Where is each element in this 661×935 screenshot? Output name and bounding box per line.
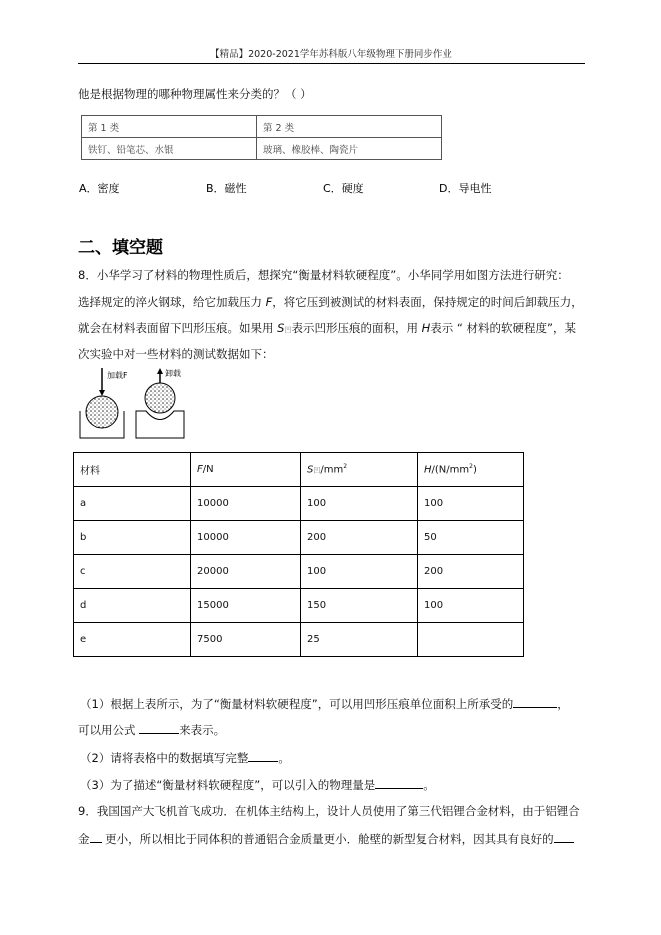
variable-s: S (277, 321, 285, 335)
cell-material: b (74, 521, 191, 555)
cell-material: d (74, 589, 191, 623)
table-row (74, 487, 524, 521)
answer-blank[interactable] (375, 776, 423, 789)
steel-ball-left (86, 396, 118, 428)
option-label: B． (206, 182, 225, 195)
text-span: 。 (278, 751, 290, 765)
option-text: 磁性 (224, 182, 247, 195)
section-title: 二、填空题 (78, 238, 163, 258)
table-row (82, 138, 442, 160)
table-row (74, 555, 524, 589)
cell-force: 10000 (191, 487, 301, 521)
text-span: 选择规定的淬火钢球，给它加载压力 (78, 295, 266, 309)
table-header-cell: 第 2 类 (257, 116, 442, 138)
table-header-cell: 第 1 类 (82, 116, 257, 138)
cell-hardness-blank[interactable] (418, 623, 524, 657)
answer-blank[interactable] (248, 749, 278, 762)
cell-hardness: 100 (418, 487, 524, 521)
cell-hardness: 200 (418, 555, 524, 589)
text-span: （3）为了描述“衡量材料软硬程度”，可以引入的物理量是 (80, 778, 376, 792)
option-text: 硬度 (341, 182, 364, 195)
option-label: D． (439, 182, 459, 195)
option-label: A． (79, 182, 98, 195)
material-data-table (73, 452, 524, 657)
text-span: 表示 “ 材料的软硬程度”，某 (430, 321, 577, 335)
text-span: （2）请将表格中的数据填写完整 (80, 751, 249, 765)
text-span: 。 (423, 778, 435, 792)
cell-hardness: 50 (418, 521, 524, 555)
unit: /mm (320, 464, 344, 476)
answer-blank[interactable] (139, 721, 179, 734)
cell-force: 10000 (191, 521, 301, 555)
table-cell: 铁钉、铅笔芯、水银 (82, 138, 257, 160)
cell-area: 150 (301, 589, 418, 623)
question-8-line-2 (78, 294, 583, 310)
text-span: 金 (78, 832, 90, 846)
header-divider (78, 63, 585, 64)
cell-material: a (74, 487, 191, 521)
option-c[interactable] (323, 180, 364, 196)
question-8-line-3 (78, 320, 576, 336)
answer-blank[interactable] (90, 830, 102, 843)
question-9-line-2 (78, 830, 574, 847)
question-8-sub-1-line-2 (78, 721, 225, 738)
cell-force: 7500 (191, 623, 301, 657)
question-8-sub-1-line-1 (80, 695, 569, 712)
indentation-figure (78, 366, 208, 441)
question-9-line-1: 9．我国国产大飞机首飞成功．在机体主结构上，设计人员使用了第三代铝锂合金材料，由于铝锂合 (78, 804, 580, 818)
arrow-head (157, 368, 163, 374)
text-span: ，将它压到被测试的材料表面，保持规定的时间后卸载压力， (272, 295, 583, 309)
variable-f: F (265, 295, 273, 309)
cell-material: e (74, 623, 191, 657)
text-span: 可以用公式 (78, 723, 140, 737)
text-span: （1）根据上表所示，为了“衡量材料软硬程度”，可以用凹形压痕单位面积上所承受的 (80, 697, 514, 711)
material-block-right (136, 411, 184, 438)
superscript: 2 (469, 463, 473, 471)
question-8-line-4: 次实验中对一些材料的测试数据如下： (78, 347, 274, 361)
table-row (74, 589, 524, 623)
load-label: 加载F (107, 371, 128, 380)
header-material: 材料 (74, 453, 191, 487)
answer-blank[interactable] (513, 695, 557, 708)
cell-force: 20000 (191, 555, 301, 589)
header-force (191, 453, 301, 487)
table-header-row (82, 116, 442, 138)
classification-table (81, 115, 442, 160)
unit: /N (202, 464, 214, 475)
text-span: 更小，所以相比于同体积的普通铝合金质量更小．舱壁的新型复合材料，因其具有良好的 (101, 832, 554, 846)
text-span: 就会在材料表面留下凹形压痕。如果用 (78, 321, 278, 335)
variable-h: H (421, 321, 431, 335)
cell-material: c (74, 555, 191, 589)
unload-label: 卸载 (165, 369, 181, 378)
cell-area: 100 (301, 487, 418, 521)
text-span: 来表示。 (179, 723, 226, 737)
option-text: 密度 (97, 182, 120, 195)
answer-blank[interactable] (554, 830, 574, 843)
page-header: 【精品】2020-2021学年苏科版八年级物理下册同步作业 (210, 49, 452, 60)
cell-area: 25 (301, 623, 418, 657)
arrow-head (99, 390, 105, 396)
cell-force: 15000 (191, 589, 301, 623)
header-hardness (418, 453, 524, 487)
table-cell: 玻璃、橡胶棒、陶瓷片 (257, 138, 442, 160)
cell-area: 200 (301, 521, 418, 555)
unit: ) (472, 464, 477, 476)
table-row (74, 521, 524, 555)
steel-ball-right (145, 383, 175, 413)
option-text: 导电性 (458, 182, 492, 195)
option-label: C． (323, 182, 342, 195)
question-8-sub-3 (80, 776, 435, 793)
unit: /(N/mm (431, 464, 470, 476)
subscript: 凹 (313, 466, 321, 475)
header-area (301, 453, 418, 487)
option-b[interactable] (206, 180, 247, 196)
subscript: 凹 (284, 326, 292, 334)
variable-h: H (424, 464, 432, 476)
variable-s: S (307, 464, 314, 476)
option-a[interactable] (79, 180, 120, 196)
variable-f: F (197, 464, 203, 475)
text-span: 表示凹形压痕的面积，用 (291, 321, 422, 335)
question-8-sub-2 (80, 749, 290, 766)
question-7-stem: 他是根据物理的哪种物理属性来分类的？（ ） (78, 87, 312, 101)
table-row (74, 623, 524, 657)
option-d[interactable] (439, 180, 491, 196)
cell-hardness: 100 (418, 589, 524, 623)
superscript: 2 (343, 463, 348, 471)
text-span: ， (557, 697, 569, 711)
table-header-row (74, 453, 524, 487)
question-8-line-1: 8．小华学习了材料的物理性质后，想探究“衡量材料软硬程度”。小华同学用如图方法进行研究： (78, 268, 569, 282)
cell-area: 100 (301, 555, 418, 589)
